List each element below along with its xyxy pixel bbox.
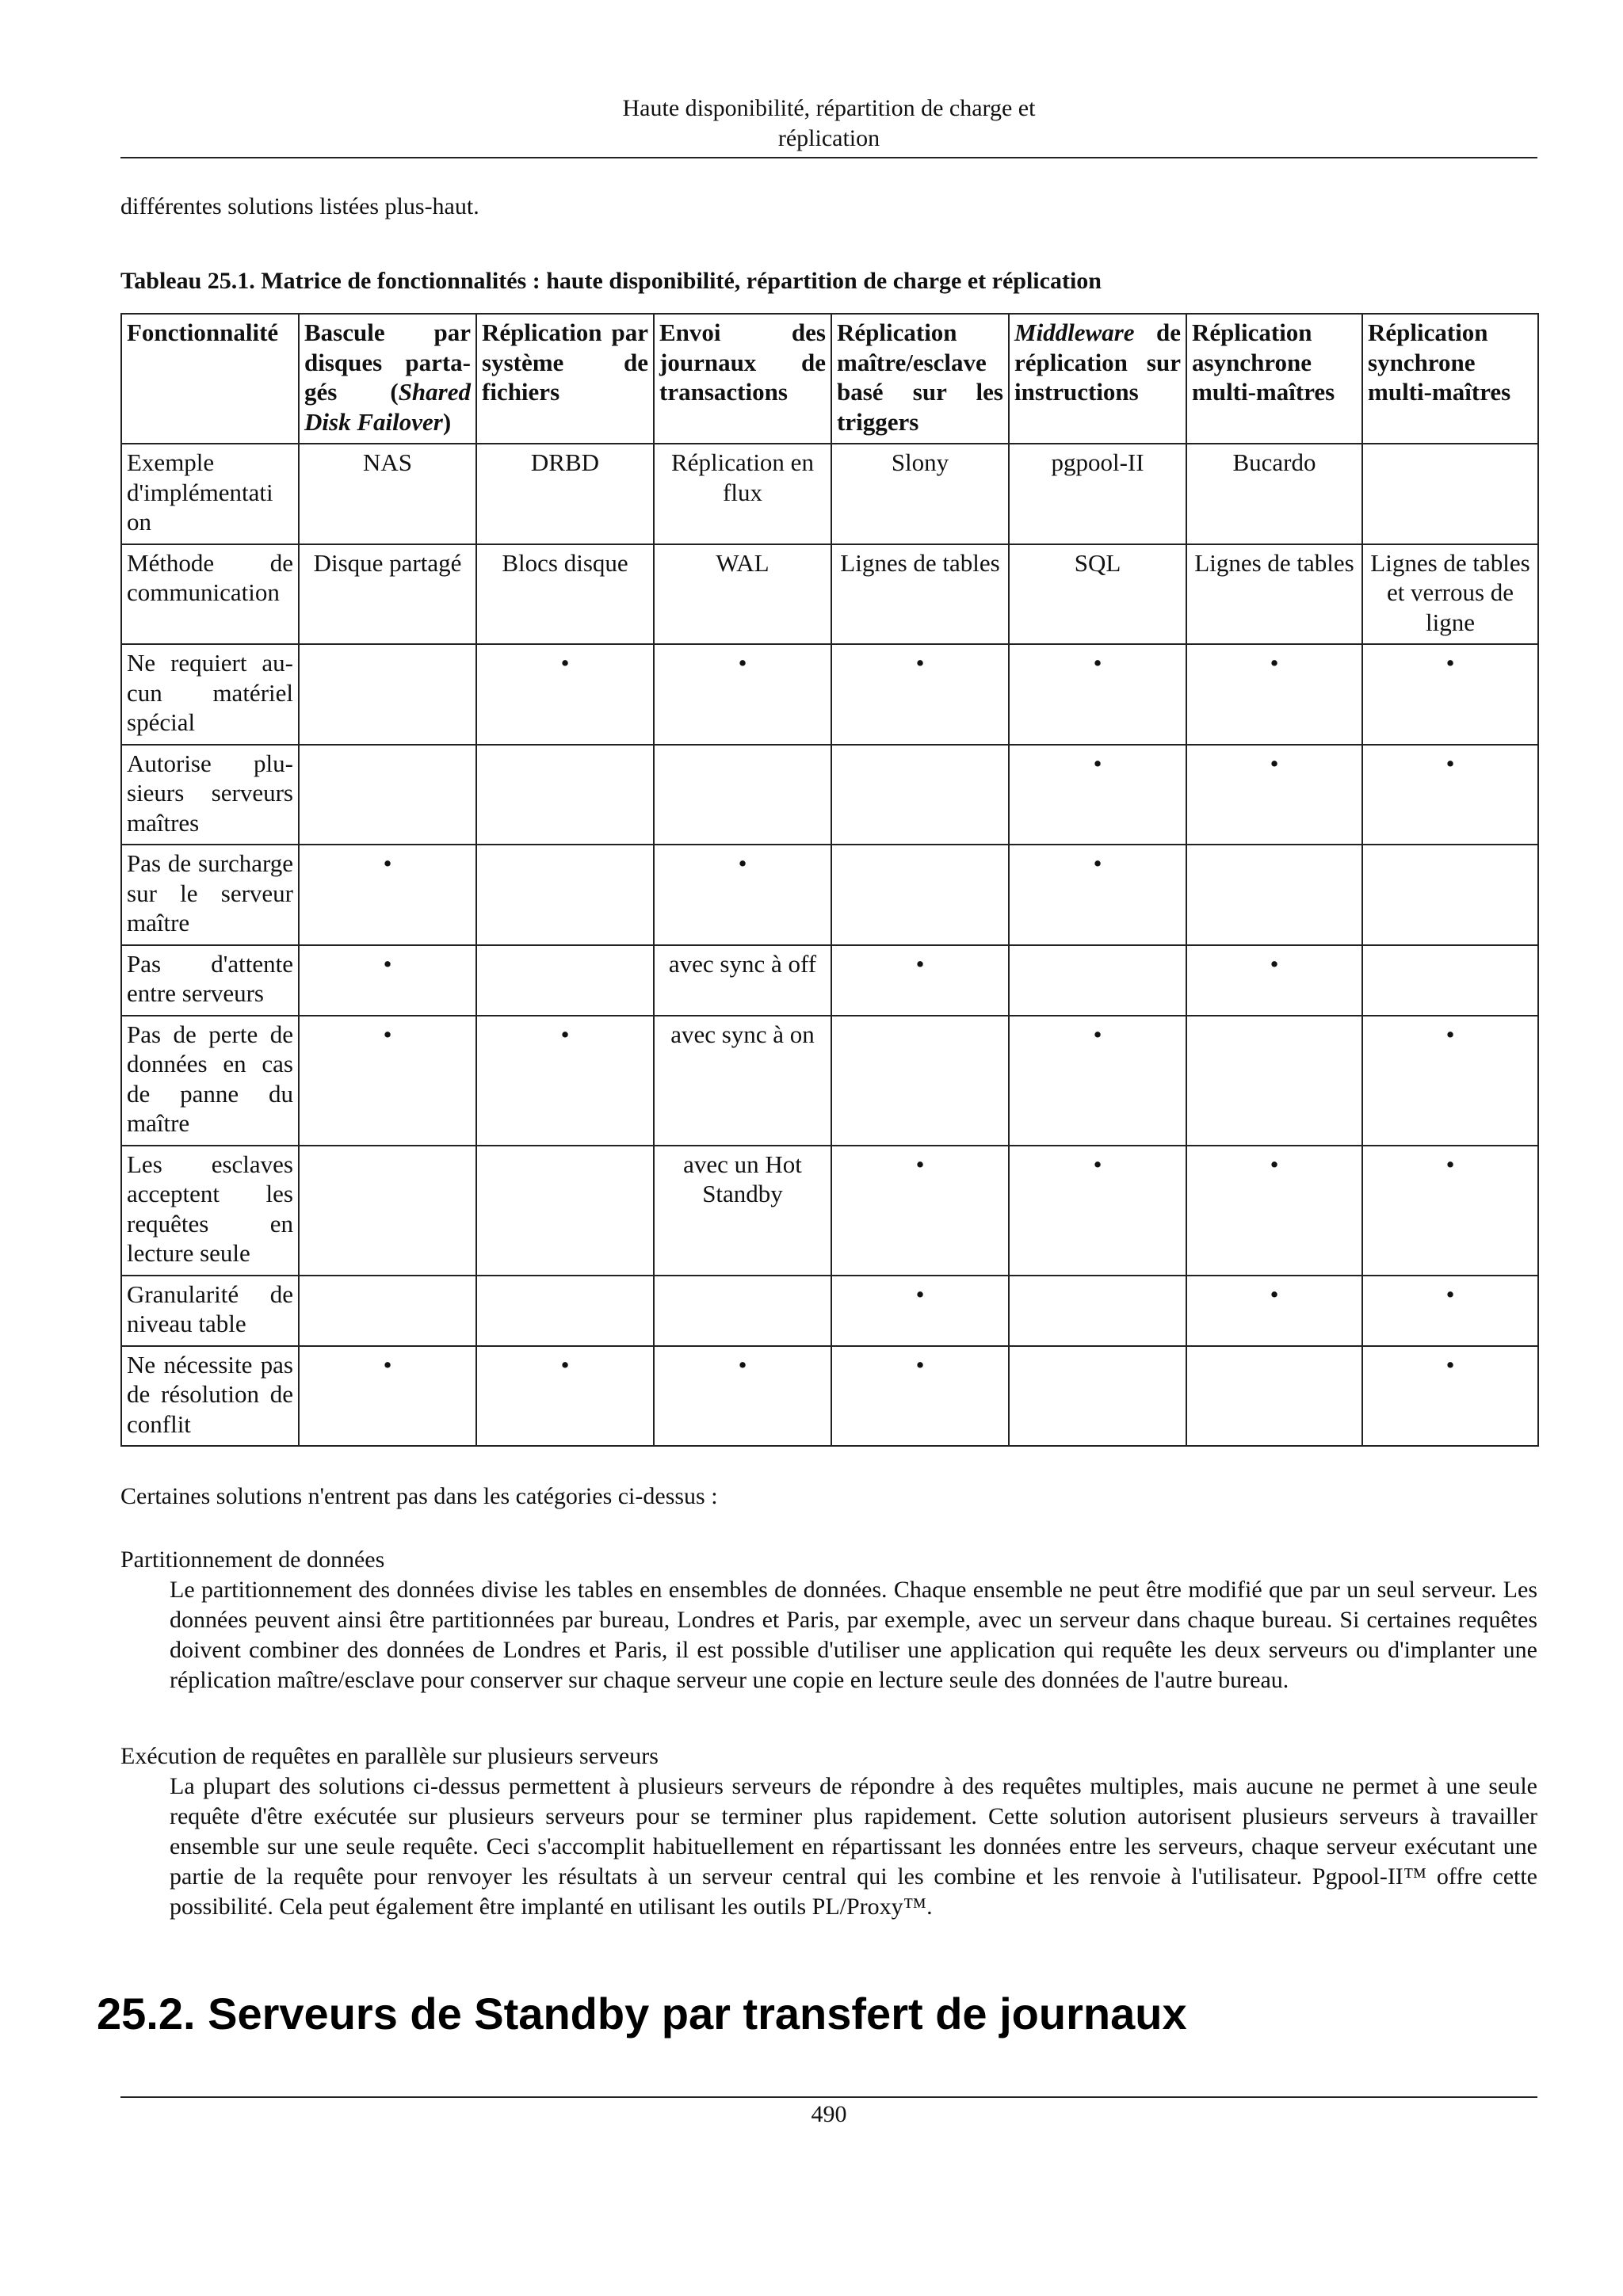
- table-row: [121, 1146, 1538, 1276]
- table-cell: •: [1186, 644, 1362, 745]
- table-cell: •: [1009, 845, 1186, 945]
- table-row: [121, 1016, 1538, 1146]
- table-cell: •: [1362, 644, 1538, 745]
- table-cell: •: [1362, 1016, 1538, 1146]
- table-cell: •: [299, 1016, 476, 1146]
- column-header: Réplication maître/esclave basé sur les triggers: [831, 314, 1009, 444]
- table-cell: [1186, 1016, 1362, 1146]
- table-row: [121, 745, 1538, 845]
- table-cell: [476, 745, 654, 845]
- table-cell: •: [1009, 644, 1186, 745]
- table-row: [121, 945, 1538, 1016]
- table-cell: [476, 1146, 654, 1276]
- running-header-line-2: réplication: [777, 125, 880, 151]
- table-cell: •: [831, 1346, 1009, 1447]
- table-cell: •: [1362, 745, 1538, 845]
- row-header: Méthode de communication: [121, 544, 299, 645]
- table-cell: Lignes de tables: [831, 544, 1009, 645]
- running-header-line-1: Haute disponibilité, répartition de charge et: [622, 95, 1036, 121]
- table-cell: •: [299, 845, 476, 945]
- column-header: Envoi des journaux de transactions: [654, 314, 831, 444]
- table-cell: SQL: [1009, 544, 1186, 645]
- row-header: Exemple d'implémentati on: [121, 444, 299, 544]
- table-cell: •: [831, 1146, 1009, 1276]
- table-cell: DRBD: [476, 444, 654, 544]
- definition-item-partitioning: [120, 1545, 1537, 1695]
- column-header: Réplication asynchrone multi-maîtres: [1186, 314, 1362, 444]
- header-rule: [120, 157, 1537, 158]
- table-cell: avec sync à on: [654, 1016, 831, 1146]
- table-cell: •: [476, 1346, 654, 1447]
- row-header: Ne nécessite pas de résolution de conflit: [121, 1346, 299, 1447]
- table-cell: Disque partagé: [299, 544, 476, 645]
- table-row: [121, 845, 1538, 945]
- table-cell: •: [1186, 945, 1362, 1016]
- table-cell: [1186, 845, 1362, 945]
- table-cell: [831, 1016, 1009, 1146]
- table-cell: •: [831, 1276, 1009, 1346]
- table-cell: •: [1186, 1276, 1362, 1346]
- intro-text: différentes solutions listées plus-haut.: [120, 193, 479, 219]
- table-cell: [1009, 1346, 1186, 1447]
- column-header-text: ): [442, 407, 452, 436]
- table-cell: •: [654, 644, 831, 745]
- table-cell: •: [1009, 1146, 1186, 1276]
- table-cell: [1009, 1276, 1186, 1346]
- table-row: [121, 1276, 1538, 1346]
- table-cell: Lignes de tables: [1186, 544, 1362, 645]
- column-header: Fonctionnalité: [121, 314, 299, 444]
- table-cell: Slony: [831, 444, 1009, 544]
- definition-body: Le partitionnement des données divise les tables en ensembles de données. Chaque ensemble ne peut être modifié que par un seul serveur. Les données peuvent ainsi être partitionnées par bureau, Londres et Paris, par exemple, avec un serveur dans chaque bureau. Si certaines requêtes doivent combiner des données de Londres et Paris, il est possible d'utiliser une application qui requête les deux serveurs ou d'implanter une réplication maître/esclave pour conserver sur chaque serveur une copie en lecture seule des données de l'autre bureau.: [170, 1577, 1537, 1693]
- table-caption: Tableau 25.1. Matrice de fonctionnalités : haute disponibilité, répartition de charge et réplication: [120, 268, 1102, 294]
- row-header: Les esclaves acceptent les requêtes en lecture seule: [121, 1146, 299, 1276]
- table-cell: •: [1362, 1346, 1538, 1447]
- row-header: Granularité de niveau table: [121, 1276, 299, 1346]
- table-cell: •: [299, 945, 476, 1016]
- table-cell: [1362, 845, 1538, 945]
- table-cell: [476, 945, 654, 1016]
- table-cell: [831, 845, 1009, 945]
- table-cell: •: [1009, 1016, 1186, 1146]
- definition-term: Exécution de requêtes en parallèle sur plusieurs serveurs: [120, 1743, 659, 1769]
- column-header: [1009, 314, 1186, 444]
- row-header: Pas de perte de données en cas de panne du maître: [121, 1016, 299, 1146]
- table-row: [121, 544, 1538, 645]
- row-header: Pas d'attente entre serveurs: [121, 945, 299, 1016]
- table-cell: [1362, 444, 1538, 544]
- column-header-italic: Shared Disk Failover: [304, 378, 471, 436]
- table-cell: •: [476, 644, 654, 745]
- table-cell: [1186, 1346, 1362, 1447]
- section-heading: 25.2. Serveurs de Standby par transfert de journaux: [97, 1989, 1187, 2039]
- running-header: [120, 93, 1537, 154]
- column-header-italic: Middleware: [1014, 318, 1135, 346]
- column-header: Réplication par système de fichiers: [476, 314, 654, 444]
- table-cell: WAL: [654, 544, 831, 645]
- table-cell: [299, 644, 476, 745]
- table-cell: [299, 745, 476, 845]
- table-cell: •: [1362, 1146, 1538, 1276]
- table-cell: •: [476, 1016, 654, 1146]
- table-cell: •: [1362, 1276, 1538, 1346]
- column-header: [299, 314, 476, 444]
- table-cell: [654, 745, 831, 845]
- table-cell: [831, 745, 1009, 845]
- table-cell: Blocs disque: [476, 544, 654, 645]
- table-cell: avec sync à off: [654, 945, 831, 1016]
- table-cell: pgpool-II: [1009, 444, 1186, 544]
- column-header-text: de réplication sur instructions: [1014, 318, 1181, 406]
- table-cell: •: [1186, 745, 1362, 845]
- table-cell: [476, 1276, 654, 1346]
- definition-term: Partitionnement de données: [120, 1547, 385, 1573]
- feature-matrix-table: [120, 313, 1539, 1447]
- column-header: Réplication synchrone multi-maîtres: [1362, 314, 1538, 444]
- table-cell: [299, 1276, 476, 1346]
- table-cell: Bucardo: [1186, 444, 1362, 544]
- row-header: Autorise plusieurs serveurs maîtres: [121, 745, 299, 845]
- table-cell: Réplication en flux: [654, 444, 831, 544]
- after-table-text: Certaines solutions n'entrent pas dans les catégories ci-dessus :: [120, 1483, 718, 1509]
- table-cell: •: [1009, 745, 1186, 845]
- table-row: [121, 644, 1538, 745]
- column-header-text: Bascule par disques partagés (: [304, 318, 471, 406]
- table-cell: •: [299, 1346, 476, 1447]
- definition-body: La plupart des solutions ci-dessus permettent à plusieurs serveurs de répondre à des requêtes multiples, mais aucune ne permet à une seule requête d'être exécutée sur plusieurs serveurs pour se terminer plus rapidement. Cette solution autorisent plusieurs serveurs à travailler ensemble sur une seule requête. Ceci s'accomplit habituellement en répartissant les données entre les serveurs, chaque serveur exécutant une partie de la requête pour renvoyer les résultats à un serveur central qui les combine et les renvoie à l'utilisateur. Pgpool-II™ offre cette possibilité. Cela peut également être implanté en utilisant les outils PL/Proxy™.: [170, 1773, 1537, 1920]
- table-header-row: [121, 314, 1538, 444]
- table-cell: [654, 1276, 831, 1346]
- table-cell: •: [831, 644, 1009, 745]
- definition-item-parallel-query: [120, 1741, 1537, 1922]
- table-cell: •: [831, 945, 1009, 1016]
- table-row: [121, 444, 1538, 544]
- table-cell: avec un Hot Standby: [654, 1146, 831, 1276]
- footer-rule: [120, 2096, 1537, 2098]
- row-header: Ne requiert aucun matériel spécial: [121, 644, 299, 745]
- table-cell: NAS: [299, 444, 476, 544]
- table-cell: [1362, 945, 1538, 1016]
- table-cell: •: [1186, 1146, 1362, 1276]
- table-row: [121, 1346, 1538, 1447]
- table-cell: •: [654, 845, 831, 945]
- row-header: Pas de surcharge sur le serveur maître: [121, 845, 299, 945]
- table-cell: •: [654, 1346, 831, 1447]
- page-number: 490: [811, 2101, 847, 2127]
- table-cell: [1009, 945, 1186, 1016]
- table-cell: [299, 1146, 476, 1276]
- table-cell: Lignes de tables et verrous de ligne: [1362, 544, 1538, 645]
- table-cell: [476, 845, 654, 945]
